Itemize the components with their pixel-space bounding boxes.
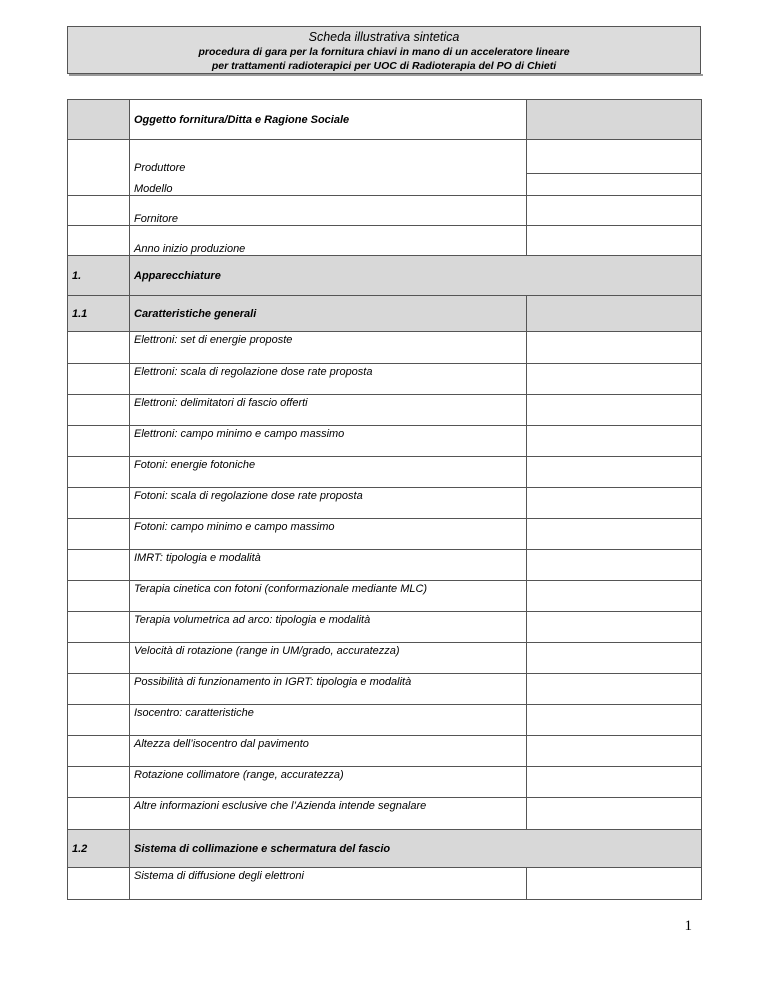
items-collimazione [68, 868, 702, 900]
table-row [68, 674, 702, 705]
row-num-cell [68, 612, 130, 643]
section-number: 1.2 [68, 830, 130, 868]
value-cell [527, 426, 702, 457]
table-row [68, 643, 702, 674]
row-num-cell [68, 174, 130, 196]
table-row [68, 364, 702, 395]
value-cell [527, 488, 702, 519]
table-row [68, 395, 702, 426]
row-num-cell [68, 364, 130, 395]
row-num-cell [68, 767, 130, 798]
section-row-caratteristiche [68, 296, 702, 332]
row-label: Fotoni: campo minimo e campo massimo [130, 519, 527, 550]
value-cell [527, 550, 702, 581]
row-num-cell [68, 100, 130, 140]
value-cell [527, 395, 702, 426]
row-label: Sistema di diffusione degli elettroni [130, 868, 527, 900]
value-cell [527, 100, 702, 140]
row-num-cell [68, 332, 130, 364]
row-num-cell [68, 426, 130, 457]
row-label: Elettroni: set di energie proposte [130, 332, 527, 364]
table-row [68, 174, 702, 196]
row-label: Anno inizio produzione [130, 226, 527, 256]
table-row [68, 581, 702, 612]
table-row [68, 767, 702, 798]
row-label: Fornitore [130, 196, 527, 226]
table-row [68, 332, 702, 364]
value-cell [527, 798, 702, 830]
row-num-cell [68, 550, 130, 581]
row-label: Elettroni: scala di regolazione dose rate proposta [130, 364, 527, 395]
row-num-cell [68, 457, 130, 488]
row-num-cell [68, 643, 130, 674]
value-cell [527, 140, 702, 174]
row-label: Possibilità di funzionamento in IGRT: tipologia e modalità [130, 674, 527, 705]
value-cell [527, 767, 702, 798]
value-cell [527, 226, 702, 256]
value-cell [527, 457, 702, 488]
page-number: 1 [684, 918, 692, 934]
value-cell [527, 674, 702, 705]
row-num-cell [68, 140, 130, 174]
value-cell [527, 332, 702, 364]
row-num-cell [68, 798, 130, 830]
value-cell [527, 519, 702, 550]
value-cell [527, 705, 702, 736]
specification-table [67, 99, 702, 900]
section-title: Apparecchiature [130, 256, 702, 296]
table-row [68, 426, 702, 457]
table-row [68, 196, 702, 226]
row-label: Terapia volumetrica ad arco: tipologia e modalità [130, 612, 527, 643]
row-label: Isocentro: caratteristiche [130, 705, 527, 736]
table-row [68, 140, 702, 174]
value-cell [527, 296, 702, 332]
value-cell [527, 736, 702, 767]
section-row-collimazione [68, 830, 702, 868]
row-num-cell [68, 226, 130, 256]
row-label: IMRT: tipologia e modalità [130, 550, 527, 581]
document-subtitle-line2: per trattamenti radioterapici per UOC di Radioterapia del PO di Chieti [211, 60, 557, 72]
value-cell [527, 174, 702, 196]
items-caratteristiche [68, 332, 702, 830]
row-label: Elettroni: delimitatori di fascio offerti [130, 395, 527, 426]
value-cell [527, 612, 702, 643]
row-label: Altezza dell’isocentro dal pavimento [130, 736, 527, 767]
table-row [68, 457, 702, 488]
section-number: 1.1 [68, 296, 130, 332]
row-num-cell [68, 581, 130, 612]
row-num-cell [68, 736, 130, 767]
table-row [68, 226, 702, 256]
row-num-cell [68, 395, 130, 426]
row-num-cell [68, 488, 130, 519]
table-row [68, 736, 702, 767]
table-row [68, 488, 702, 519]
row-num-cell [68, 705, 130, 736]
row-num-cell [68, 674, 130, 705]
table-row [68, 798, 702, 830]
row-label: Velocità di rotazione (range in UM/grado, accuratezza) [130, 643, 527, 674]
row-label: Fotoni: scala di regolazione dose rate proposta [130, 488, 527, 519]
value-cell [527, 196, 702, 226]
value-cell [527, 643, 702, 674]
table-row [68, 705, 702, 736]
table-row [68, 550, 702, 581]
header-shadow [69, 74, 703, 76]
value-cell [527, 581, 702, 612]
table-row [68, 519, 702, 550]
row-label: Terapia cinetica con fotoni (conformazionale mediante MLC) [130, 581, 527, 612]
row-label: Produttore [130, 140, 527, 174]
row-num-cell [68, 868, 130, 900]
section-title: Sistema di collimazione e schermatura del fascio [130, 830, 702, 868]
section-title: Caratteristiche generali [130, 296, 527, 332]
row-num-cell [68, 196, 130, 226]
row-label: Rotazione collimatore (range, accuratezza) [130, 767, 527, 798]
section-number: 1. [68, 256, 130, 296]
row-label: Fotoni: energie fotoniche [130, 457, 527, 488]
table-row [68, 868, 702, 900]
table-row-oggetto [68, 100, 702, 140]
table-row [68, 612, 702, 643]
value-cell [527, 364, 702, 395]
oggetto-label: Oggetto fornitura/Ditta e Ragione Sociale [130, 100, 527, 140]
document-subtitle-line1: procedura di gara per la fornitura chiavi in mano di un acceleratore lineare [198, 46, 570, 58]
value-cell [527, 868, 702, 900]
row-num-cell [68, 519, 130, 550]
section-row-apparecchiature [68, 256, 702, 296]
row-label: Modello [130, 174, 527, 196]
row-label: Elettroni: campo minimo e campo massimo [130, 426, 527, 457]
header-box [67, 26, 701, 74]
document-title: Scheda illustrativa sintetica [308, 30, 460, 44]
row-label: Altre informazioni esclusive che l’Azienda intende segnalare [130, 798, 527, 830]
